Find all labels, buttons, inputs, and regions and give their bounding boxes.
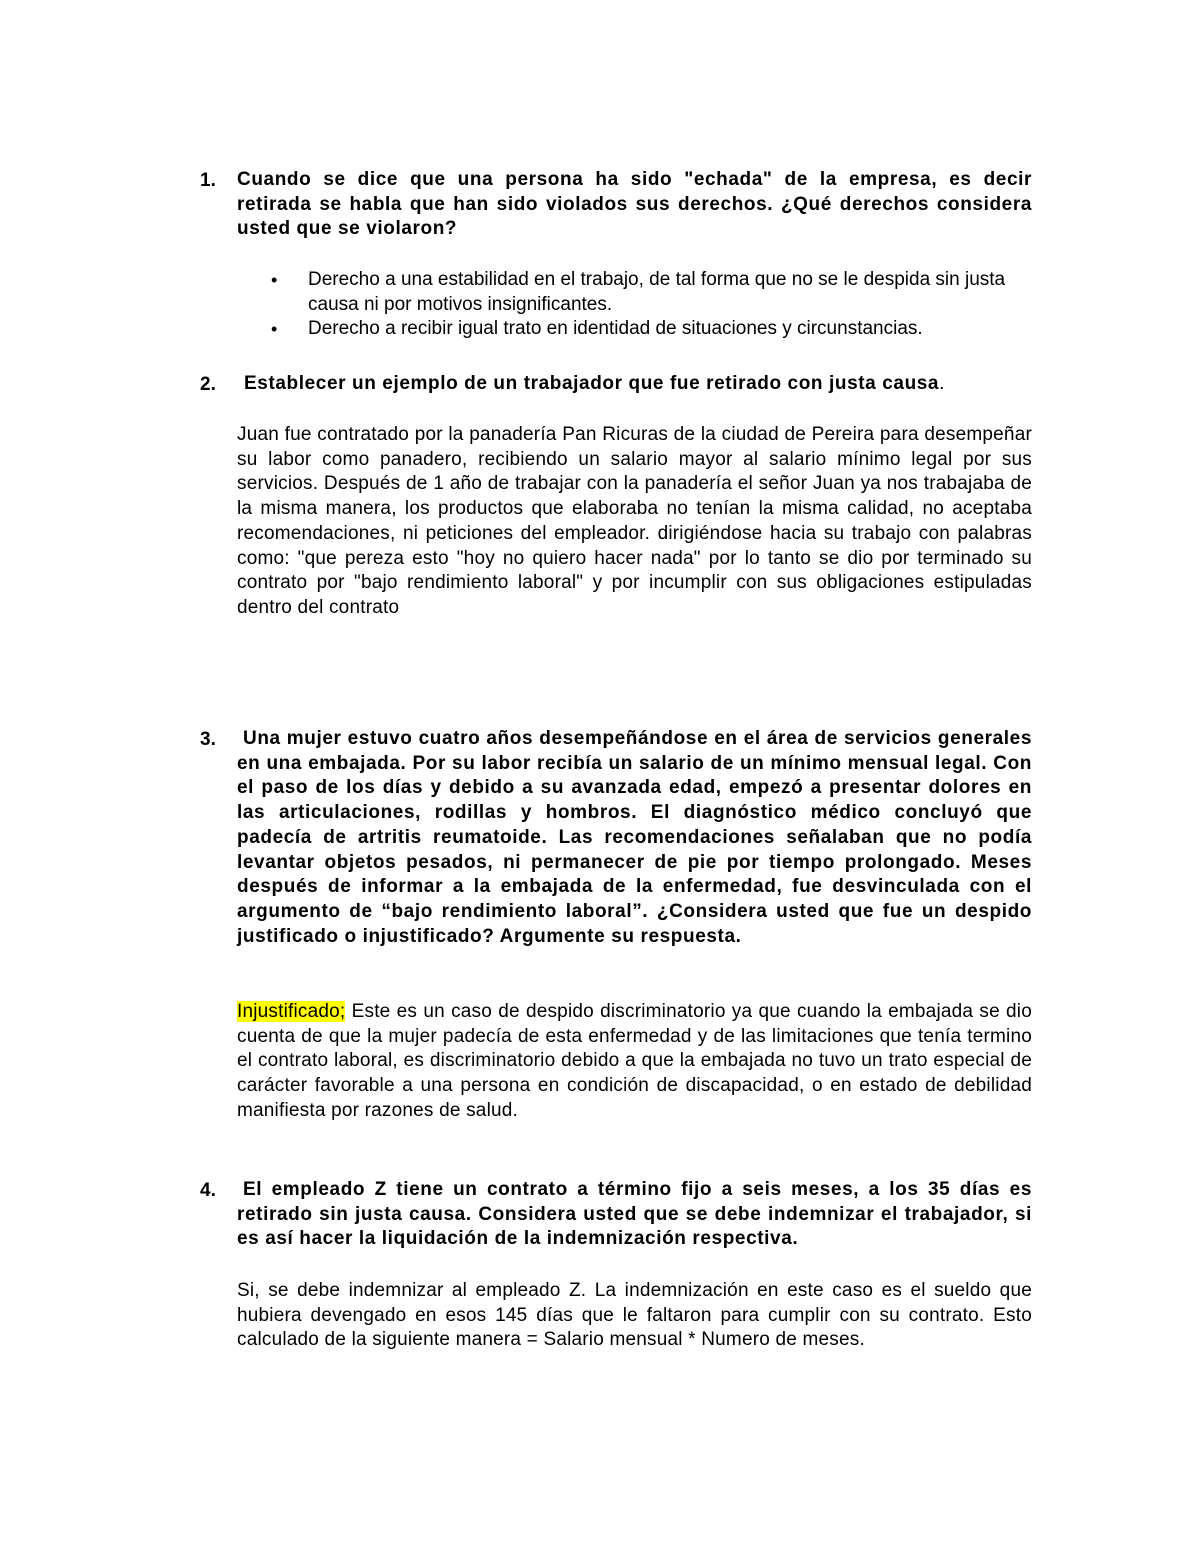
highlighted-answer: Injustificado; <box>237 1001 346 1022</box>
question-2 <box>200 372 1032 397</box>
question-number: 4. <box>200 1180 216 1201</box>
answer-bullet-list <box>268 268 1032 342</box>
question-3 <box>200 727 1032 949</box>
question-text: Establecer un ejemplo de un trabajador que fue retirado con justa causa <box>244 373 940 394</box>
question-text: Una mujer estuvo cuatro años desempeñándose en el área de servicios generales en una embajada. Por su labor recibía un salario de un mínimo mensual legal. Con el paso de los días y debido a su avanzada edad, empezó a presentar dolores en las articulaciones, rodillas y hombros. El diagnóstico médico concluyó que padecía de artritis reumatoide. Las recomendaciones señalaban que no podía levantar objetos pesados, ni permanecer de pie por tiempo prolongado. Meses después de informar a la embajada de la enfermedad, fue desvinculada con el argumento de “bajo rendimiento laboral”. ¿Considera usted que fue un despido justificado o injustificado? Argumente su respuesta. <box>237 728 1032 947</box>
bullet-text: Derecho a recibir igual trato en identidad de situaciones y circunstancias. <box>308 318 923 339</box>
bullet-icon: • <box>271 319 278 339</box>
question-number: 3. <box>200 729 216 750</box>
question-number: 2. <box>200 374 216 395</box>
list-item <box>268 317 1032 342</box>
answer-paragraph: Si, se debe indemnizar al empleado Z. La indemnización en este caso es el sueldo que hubiera devengado en esos 145 días que le faltaron para cumplir con su contrato. Esto calculado de la siguiente manera = Salario mensual * Numero de meses. <box>237 1280 1032 1351</box>
bullet-text: Derecho a una estabilidad en el trabajo, de tal forma que no se le despida sin justa causa ni por motivos insignificantes. <box>308 269 1006 315</box>
answer-paragraph <box>237 1000 1032 1124</box>
question-text-wrap <box>244 372 1032 397</box>
list-item <box>268 268 1032 317</box>
question-text-suffix: . <box>939 373 945 394</box>
question-1 <box>200 168 1032 242</box>
question-text: Cuando se dice que una persona ha sido "echada" de la empresa, es decir retirada se habla que han sido violados sus derechos. ¿Qué derechos considera usted que se violaron? <box>237 169 1032 240</box>
question-4 <box>200 1178 1032 1252</box>
question-text: El empleado Z tiene un contrato a término fijo a seis meses, a los 35 días es retirado sin justa causa. Considera usted que se debe indemnizar el trabajador, si es así hacer la liquidación de la indemnización respectiva. <box>237 1179 1032 1250</box>
question-number: 1. <box>200 170 216 191</box>
bullet-icon: • <box>271 270 278 290</box>
answer-text: Este es un caso de despido discriminatorio ya que cuando la embajada se dio cuenta de que la mujer padecía de esta enfermedad y de las limitaciones que tenía termino el contrato laboral, es discriminatorio debido a que la embajada no tuvo un trato especial de carácter favorable a una persona en condición de discapacidad, o en estado de debilidad manifiesta por razones de salud. <box>237 1001 1032 1121</box>
answer-paragraph: Juan fue contratado por la panadería Pan Ricuras de la ciudad de Pereira para desempeñar su labor como panadero, recibiendo un salario mayor al salario mínimo legal por sus servicios. Después de 1 año de trabajar con la panadería el señor Juan ya nos trabajaba de la misma manera, los productos que elaboraba no tenían la misma calidad, no aceptaba recomendaciones, ni peticiones del empleador. dirigiéndose hacia su trabajo con palabras como: "que pereza esto "hoy no quiero hacer nada" por lo tanto se dio por terminado su contrato por "bajo rendimiento laboral" y por incumplir con sus obligaciones estipuladas dentro del contrato <box>237 424 1032 618</box>
